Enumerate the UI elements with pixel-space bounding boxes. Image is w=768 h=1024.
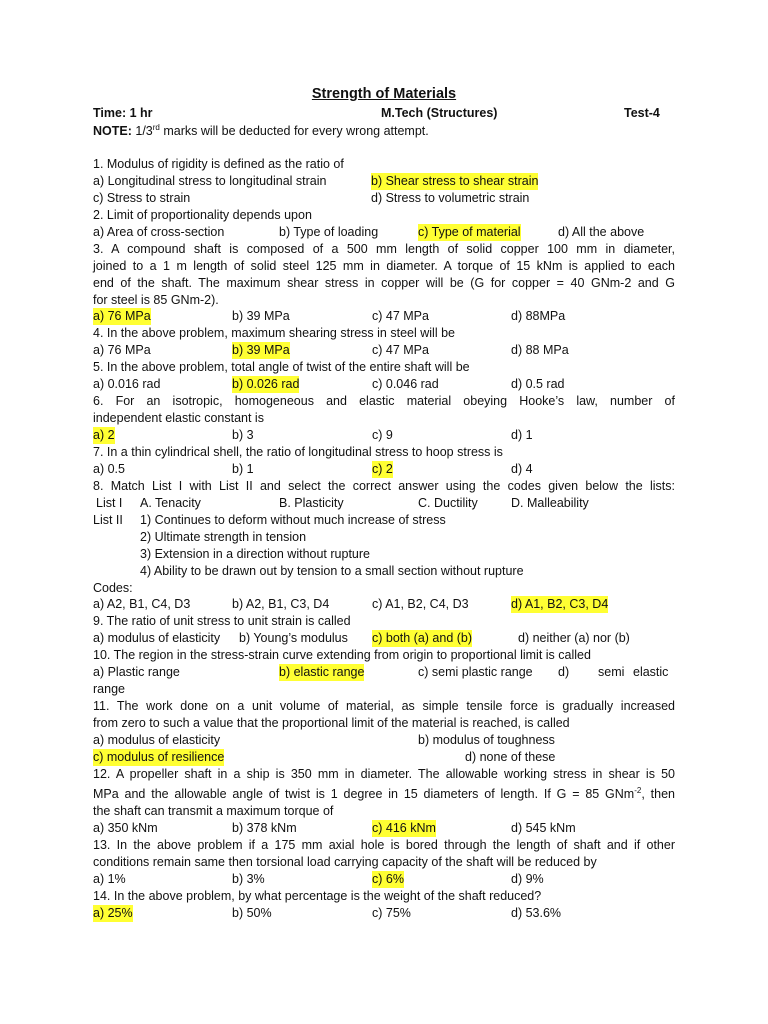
question-12-line2 bbox=[93, 783, 675, 803]
list-1-row bbox=[93, 495, 675, 512]
question-12-line1: 12. A propeller shaft in a ship is 350 mm in diameter. The allowable working stress in shear is 50 bbox=[93, 766, 675, 781]
q1-options-row1 bbox=[93, 173, 675, 190]
q14-option-d: d) 53.6% bbox=[511, 905, 562, 920]
q9-options bbox=[93, 630, 675, 647]
question-14: 14. In the above problem, by what percentage is the weight of the shaft reduced? bbox=[93, 888, 542, 903]
q1-option-b-answer: b) Shear stress to shear strain bbox=[371, 173, 539, 188]
question-12-line3: the shaft can transmit a maximum torque of bbox=[93, 803, 334, 818]
q8-options bbox=[93, 596, 675, 613]
question-4: 4. In the above problem, maximum shearing stress in steel will be bbox=[93, 326, 455, 341]
question-3-line2: joined to a 1 m length of solid steel 125 mm in diameter. A torque of 15 kNm is applied to each bbox=[93, 258, 675, 273]
q14-option-c: c) 75% bbox=[372, 905, 411, 920]
q8-option-a: a) A2, B1, C4, D3 bbox=[93, 597, 191, 612]
list-2-item-2: 2) Ultimate strength in tension bbox=[140, 529, 307, 544]
list-1-item-c: C. Ductility bbox=[418, 495, 478, 510]
q11-options-row1 bbox=[93, 732, 675, 749]
q12-line2-text: MPa and the allowable angle of twist is 1 degree in 15 diameters of length. If G = 85 GNm bbox=[93, 786, 635, 801]
q4-options bbox=[93, 342, 675, 359]
q2-option-a: a) Area of cross-section bbox=[93, 224, 225, 239]
list-2-item-3: 3) Extension in a direction without rupture bbox=[140, 546, 370, 561]
q14-options bbox=[93, 905, 675, 922]
q10-option-c: c) semi plastic range bbox=[418, 665, 533, 680]
question-3-line4: for steel is 85 GNm-2). bbox=[93, 292, 219, 307]
question-10: 10. The region in the stress-strain curve extending from origin to proportional limit is called bbox=[93, 648, 591, 663]
q4-option-b-answer: b) 39 MPa bbox=[232, 343, 290, 358]
question-3-line1: 3. A compound shaft is composed of a 500 mm length of solid copper 100 mm in diameter, bbox=[93, 241, 675, 256]
q6-option-c: c) 9 bbox=[372, 428, 393, 443]
q12-option-a: a) 350 kNm bbox=[93, 820, 158, 835]
q14-option-a-answer: a) 25% bbox=[93, 905, 133, 920]
note-sup: rd bbox=[152, 123, 160, 132]
q14-option-b: b) 50% bbox=[232, 905, 272, 920]
q7-option-d: d) 4 bbox=[511, 461, 533, 476]
list-2-item-1: 1) Continues to deform without much increase of stress bbox=[140, 512, 446, 527]
q11-options-row2 bbox=[93, 749, 675, 766]
q10-option-d-word1: semi bbox=[598, 665, 625, 680]
q6-option-b: b) 3 bbox=[232, 428, 254, 443]
q10-option-d-cont: range bbox=[93, 682, 125, 697]
q7-option-b: b) 1 bbox=[232, 461, 254, 476]
q12-line2-sup: -2 bbox=[634, 785, 642, 795]
q11-option-c-answer: c) modulus of resilience bbox=[93, 749, 225, 764]
question-9: 9. The ratio of unit stress to unit strain is called bbox=[93, 614, 351, 629]
question-11-line1: 11. The work done on a unit volume of material, as simple tensile force is gradually increased bbox=[93, 699, 675, 714]
q3-option-a-answer: a) 76 MPa bbox=[93, 309, 151, 324]
q1-option-a: a) Longitudinal stress to longitudinal strain bbox=[93, 173, 327, 188]
q10-option-b-answer: b) elastic range bbox=[279, 665, 365, 680]
q11-option-b: b) modulus of toughness bbox=[418, 732, 555, 747]
q6-option-d: d) 1 bbox=[511, 428, 533, 443]
question-6-line2: independent elastic constant is bbox=[93, 411, 264, 426]
time-label: Time: 1 hr bbox=[93, 106, 153, 120]
q13-option-d: d) 9% bbox=[511, 871, 544, 886]
q10-option-a: a) Plastic range bbox=[93, 665, 180, 680]
q10-option-d-word2: elastic bbox=[633, 665, 669, 680]
question-2: 2. Limit of proportionality depends upon bbox=[93, 207, 312, 222]
codes-label: Codes: bbox=[93, 580, 133, 595]
list-1-item-d: D. Malleability bbox=[511, 495, 589, 510]
list-2-label: List II bbox=[93, 512, 123, 527]
q2-options bbox=[93, 224, 675, 241]
q7-options bbox=[93, 461, 675, 478]
test-label: Test-4 bbox=[624, 106, 660, 120]
question-11-line2: from zero to such a value that the proportional limit of the material is reached, is called bbox=[93, 716, 570, 731]
q2-option-b: b) Type of loading bbox=[279, 224, 379, 239]
q3-option-c: c) 47 MPa bbox=[372, 309, 429, 324]
q9-option-b: b) Young’s modulus bbox=[239, 631, 348, 646]
list-2-row1 bbox=[93, 512, 675, 529]
question-13-line2: conditions remain same then torsional load carrying capacity of the shaft will be reduced by bbox=[93, 854, 597, 869]
list-1-item-a: A. Tenacity bbox=[140, 495, 201, 510]
question-3-line3: end of the shaft. The maximum shear stress in copper will be (G for copper = 40 GNm-2 and G bbox=[93, 275, 675, 290]
q5-option-b-answer: b) 0.026 rad bbox=[232, 377, 300, 392]
q13-option-a: a) 1% bbox=[93, 871, 126, 886]
q12-line2-end: , then bbox=[641, 786, 675, 801]
q9-option-a: a) modulus of elasticity bbox=[93, 631, 221, 646]
q3-option-b: b) 39 MPa bbox=[232, 309, 290, 324]
q2-option-d: d) All the above bbox=[558, 224, 645, 239]
note-label: NOTE: bbox=[93, 124, 132, 139]
q13-option-c-answer: c) 6% bbox=[372, 871, 404, 886]
q11-option-d: d) none of these bbox=[465, 749, 556, 764]
q4-option-c: c) 47 MPa bbox=[372, 343, 429, 358]
q8-option-b: b) A2, B1, C3, D4 bbox=[232, 597, 330, 612]
q11-option-a: a) modulus of elasticity bbox=[93, 732, 221, 747]
q3-options bbox=[93, 308, 675, 325]
page-title: Strength of Materials bbox=[311, 86, 457, 102]
q9-option-c-answer: c) both (a) and (b) bbox=[372, 631, 473, 646]
question-8: 8. Match List I with List II and select the correct answer using the codes given below the lists: bbox=[93, 478, 675, 493]
q4-option-a: a) 76 MPa bbox=[93, 343, 151, 358]
question-1: 1. Modulus of rigidity is defined as the ratio of bbox=[93, 157, 344, 171]
q7-option-c-answer: c) 2 bbox=[372, 461, 393, 476]
q5-option-a: a) 0.016 rad bbox=[93, 377, 161, 392]
q12-option-c-answer: c) 416 kNm bbox=[372, 820, 436, 835]
course-label: M.Tech (Structures) bbox=[381, 106, 498, 120]
question-5: 5. In the above problem, total angle of twist of the entire shaft will be bbox=[93, 360, 470, 375]
q3-option-d: d) 88MPa bbox=[511, 309, 566, 324]
note-post: marks will be deducted for every wrong attempt. bbox=[159, 124, 429, 139]
q4-option-d: d) 88 MPa bbox=[511, 343, 569, 358]
note-pre: 1/3 bbox=[131, 124, 153, 139]
q8-option-c: c) A1, B2, C4, D3 bbox=[372, 597, 469, 612]
q5-option-d: d) 0.5 rad bbox=[511, 377, 565, 392]
q9-option-d: d) neither (a) nor (b) bbox=[518, 631, 630, 646]
q2-option-c-answer: c) Type of material bbox=[418, 224, 521, 239]
q13-options bbox=[93, 871, 675, 888]
q10-option-d: d) bbox=[558, 665, 570, 680]
q6-option-a-answer: a) 2 bbox=[93, 428, 115, 443]
question-6-line1: 6. For an isotropic, homogeneous and elastic material obeying Hooke’s law, number of bbox=[93, 394, 675, 409]
list-1-label: List I bbox=[96, 495, 123, 510]
q7-option-a: a) 0.5 bbox=[93, 461, 125, 476]
question-13-line1: 13. In the above problem if a 175 mm axial hole is bored through the length of shaft and if other bbox=[93, 837, 675, 852]
q5-option-c: c) 0.046 rad bbox=[372, 377, 439, 392]
q1-option-d: d) Stress to volumetric strain bbox=[371, 190, 530, 205]
note-line bbox=[93, 123, 429, 138]
list-1-item-b: B. Plasticity bbox=[279, 495, 344, 510]
q12-option-d: d) 545 kNm bbox=[511, 820, 576, 835]
questions bbox=[93, 156, 675, 921]
question-7: 7. In a thin cylindrical shell, the ratio of longitudinal stress to hoop stress is bbox=[93, 445, 503, 459]
q5-options bbox=[93, 376, 675, 393]
q10-options bbox=[93, 664, 675, 681]
q1-options-row2 bbox=[93, 190, 675, 207]
q6-options bbox=[93, 427, 675, 444]
q12-options bbox=[93, 820, 675, 837]
list-2-item-4: 4) Ability to be drawn out by tension to a small section without rupture bbox=[140, 563, 524, 578]
q13-option-b: b) 3% bbox=[232, 871, 265, 886]
q1-option-c: c) Stress to strain bbox=[93, 190, 191, 205]
q12-option-b: b) 378 kNm bbox=[232, 820, 297, 835]
q8-option-d-answer: d) A1, B2, C3, D4 bbox=[511, 597, 609, 612]
